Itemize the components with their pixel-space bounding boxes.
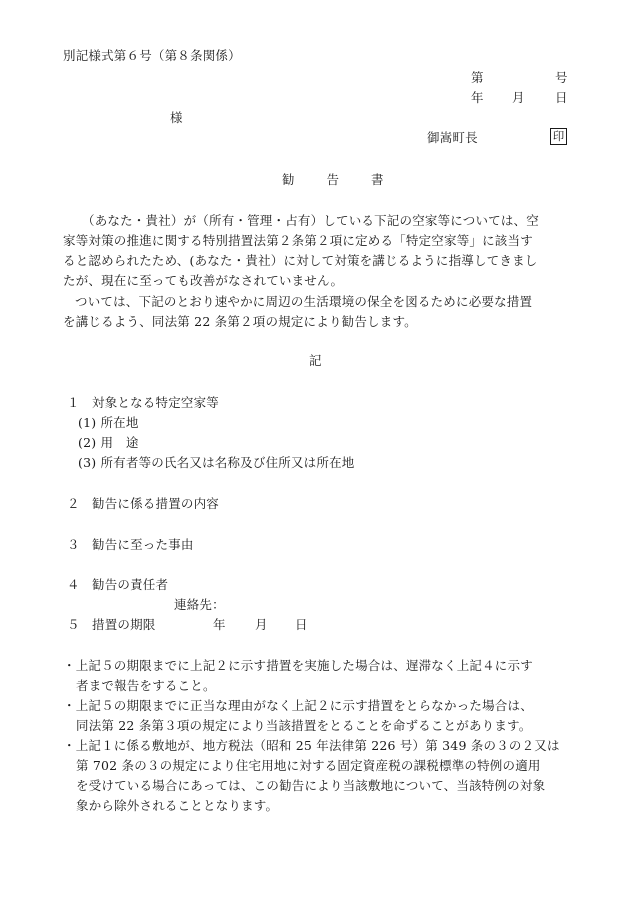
- item1-number: １: [67, 395, 80, 410]
- item4-contact: 連絡先：: [174, 597, 225, 612]
- paragraph2-line: を講じるよう、同法第 22 条第２項の規定により勧告します。: [63, 314, 417, 329]
- seal-box: 印: [550, 128, 567, 145]
- note2-line: 同法第 22 条第３項の規定により当該措置をとることを命ずることがあります。: [76, 718, 532, 733]
- item1-sub: (2) 用 途: [78, 435, 139, 450]
- item5-hi: 日: [295, 617, 308, 632]
- note3-line: を受けている場合にあっては、この勧告により当該敷地について、当該特例の対象: [76, 778, 546, 793]
- item1-label: 対象となる特定空家等: [92, 395, 220, 410]
- note3-line: ・上記１に係る敷地が、地方税法（昭和 25 年法律第 226 号）第 349 条の３の２又は: [63, 738, 560, 753]
- note3-line: 象から除外されることとなります。: [76, 798, 279, 813]
- date-nen: 年: [471, 90, 484, 105]
- note1-line: 者まで報告をすること。: [76, 678, 216, 693]
- item4-label: 勧告の責任者: [92, 577, 169, 592]
- date-tsuki: 月: [512, 90, 525, 105]
- item1-sub: (1) 所在地: [78, 415, 139, 430]
- note3-line: 第 702 条の３の規定により住宅用地に対する固定資産税の課税標準の特例の適用: [76, 758, 541, 773]
- item5-nen: 年: [213, 617, 226, 632]
- issuer-name: 御嵩町長: [427, 130, 478, 145]
- paragraph1-line: （あなた・貴社）が（所有・管理・占有）している下記の空家等については、空: [82, 213, 539, 228]
- document-title: 勧 告 書: [282, 172, 398, 187]
- item3-label: 勧告に至った事由: [92, 537, 194, 552]
- item3-number: ３: [67, 537, 80, 552]
- item5-tsuki: 月: [255, 617, 268, 632]
- number-go: 号: [555, 70, 568, 85]
- note2-line: ・上記５の期限までに正当な理由がなく上記２に示す措置をとらなかった場合は、: [63, 698, 533, 713]
- paragraph1-line: ると認められたため、(あなた・貴社）に対して対策を講じるように指導してきまし: [63, 253, 538, 268]
- item2-label: 勧告に係る措置の内容: [92, 496, 220, 511]
- form-label: 別記様式第６号（第８条関係）: [63, 48, 241, 63]
- ki-heading: 記: [309, 353, 322, 368]
- paragraph1-line: たが、現在に至っても改善がなされていません。: [63, 273, 344, 288]
- item5-label: 措置の期限: [92, 617, 156, 632]
- item1-sub: (3) 所有者等の氏名又は名称及び住所又は所在地: [78, 455, 355, 470]
- item2-number: ２: [67, 496, 80, 511]
- item4-number: ４: [67, 577, 80, 592]
- note1-line: ・上記５の期限までに上記２に示す措置を実施した場合は、遅滞なく上記４に示す: [63, 658, 533, 673]
- date-hi: 日: [555, 90, 568, 105]
- addressee-sama: 様: [170, 110, 183, 125]
- item5-number: ５: [67, 617, 80, 632]
- paragraph1-line: 家等対策の推進に関する特別措置法第２条第２項に定める「特定空家等」に該当す: [63, 233, 533, 248]
- number-dai: 第: [471, 70, 484, 85]
- paragraph2-line: ついては、下記のとおり速やかに周辺の生活環境の保全を図るために必要な措置: [75, 294, 533, 309]
